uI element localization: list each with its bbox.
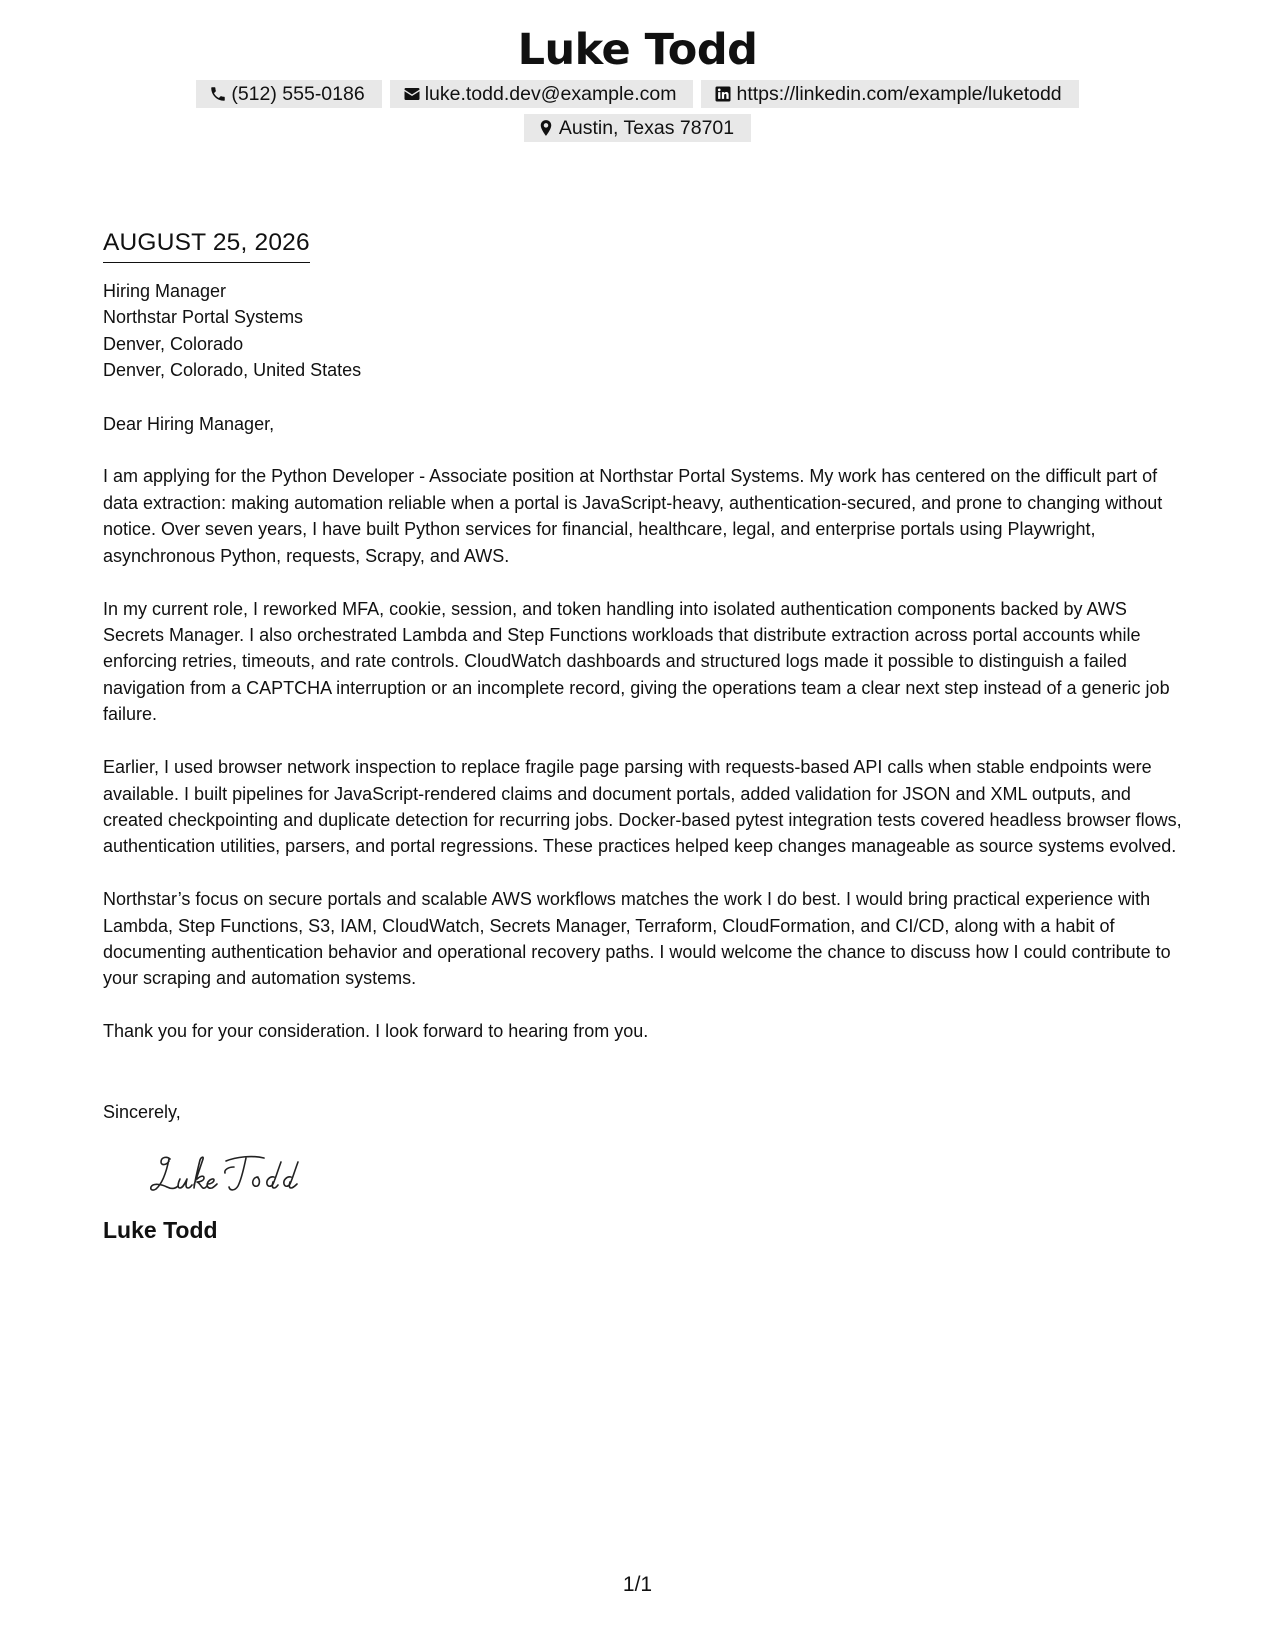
location-text: Austin, Texas 78701	[558, 117, 735, 139]
date-block	[103, 228, 310, 263]
phone-chip[interactable]	[196, 80, 381, 108]
linkedin-text: https://linkedin.com/example/luketodd	[736, 83, 1062, 105]
closing: Sincerely,	[103, 1101, 181, 1122]
recipient-line: Northstar Portal Systems	[103, 307, 304, 328]
body-paragraph: Northstar’s focus on secure portals and scalable AWS workflows matches the work I do best. I would bring practical experience with Lambda, Step Functions, S3, IAM, CloudWatch, Secrets Manager, Terraform, CloudFormation, and CI/CD, along with a habit of documenting authentication behavior and operational recovery paths. I would welcome the chance to discuss how I could contribute to your scraping and automation systems.	[103, 889, 1171, 989]
location-chip[interactable]	[524, 114, 751, 142]
phone-icon	[209, 85, 227, 103]
envelope-icon	[403, 85, 421, 103]
phone-text: (512) 555-0186	[231, 83, 365, 105]
linkedin-icon	[714, 85, 732, 103]
signature-image	[150, 1147, 320, 1205]
email-chip[interactable]	[390, 80, 694, 108]
body-paragraph: Thank you for your consideration. I look forward to hearing from you.	[103, 1021, 649, 1042]
letter-body	[103, 228, 1183, 1245]
contact-row-location	[0, 114, 1275, 142]
recipient-line: Hiring Manager	[103, 281, 227, 301]
body-paragraph: I am applying for the Python Developer - Associate position at Northstar Portal Systems. My work has centered on the difficult part of data extraction: making automation reliable when a portal is JavaScript-heavy, authentication-secured, and prone to changing without notice. Over seven years, I have built Python services for financial, healthcare, legal, and enterprise portals using Playwright, asynchronous Python, requests, Scrapy, and AWS.	[103, 466, 1163, 566]
linkedin-chip[interactable]	[701, 80, 1078, 108]
signer-name: Luke Todd	[103, 1217, 218, 1244]
recipient-line: Denver, Colorado, United States	[103, 360, 362, 381]
recipient-block	[103, 278, 1183, 384]
letter-header	[0, 22, 1275, 142]
map-marker-icon	[537, 119, 555, 137]
body-paragraph: Earlier, I used browser network inspection to replace fragile page parsing with requests-based API calls when stable endpoints were available. I built pipelines for JavaScript-rendered claims and document portals, added validation for JSON and XML outputs, and created checkpointing and duplicate detection for recurring jobs. Docker-based pytest integration tests covered headless browser flows, authentication utilities, parsers, and portal regressions. These practices helped keep changes manageable as source systems evolved.	[103, 757, 1182, 857]
salutation: Dear Hiring Manager,	[103, 413, 275, 434]
letter-date: AUGUST 25, 2026	[103, 229, 310, 256]
recipient-line: Denver, Colorado	[103, 333, 244, 354]
contact-row	[0, 80, 1275, 108]
applicant-name: Luke Todd	[517, 25, 758, 75]
handwritten-signature	[150, 1147, 1183, 1205]
body-paragraph: In my current role, I reworked MFA, cookie, session, and token handling into isolated authentication components backed by AWS Secrets Manager. I also orchestrated Lambda and Step Functions workloads that distribute extraction across portal accounts while enforcing retries, timeouts, and rate controls. CloudWatch dashboards and structured logs made it possible to distinguish a failed navigation from a CAPTCHA interruption or an incomplete record, giving the operations team a clear next step instead of a generic job failure.	[103, 598, 1170, 725]
page-indicator: 1/1	[622, 1573, 653, 1596]
email-text: luke.todd.dev@example.com	[424, 83, 677, 105]
